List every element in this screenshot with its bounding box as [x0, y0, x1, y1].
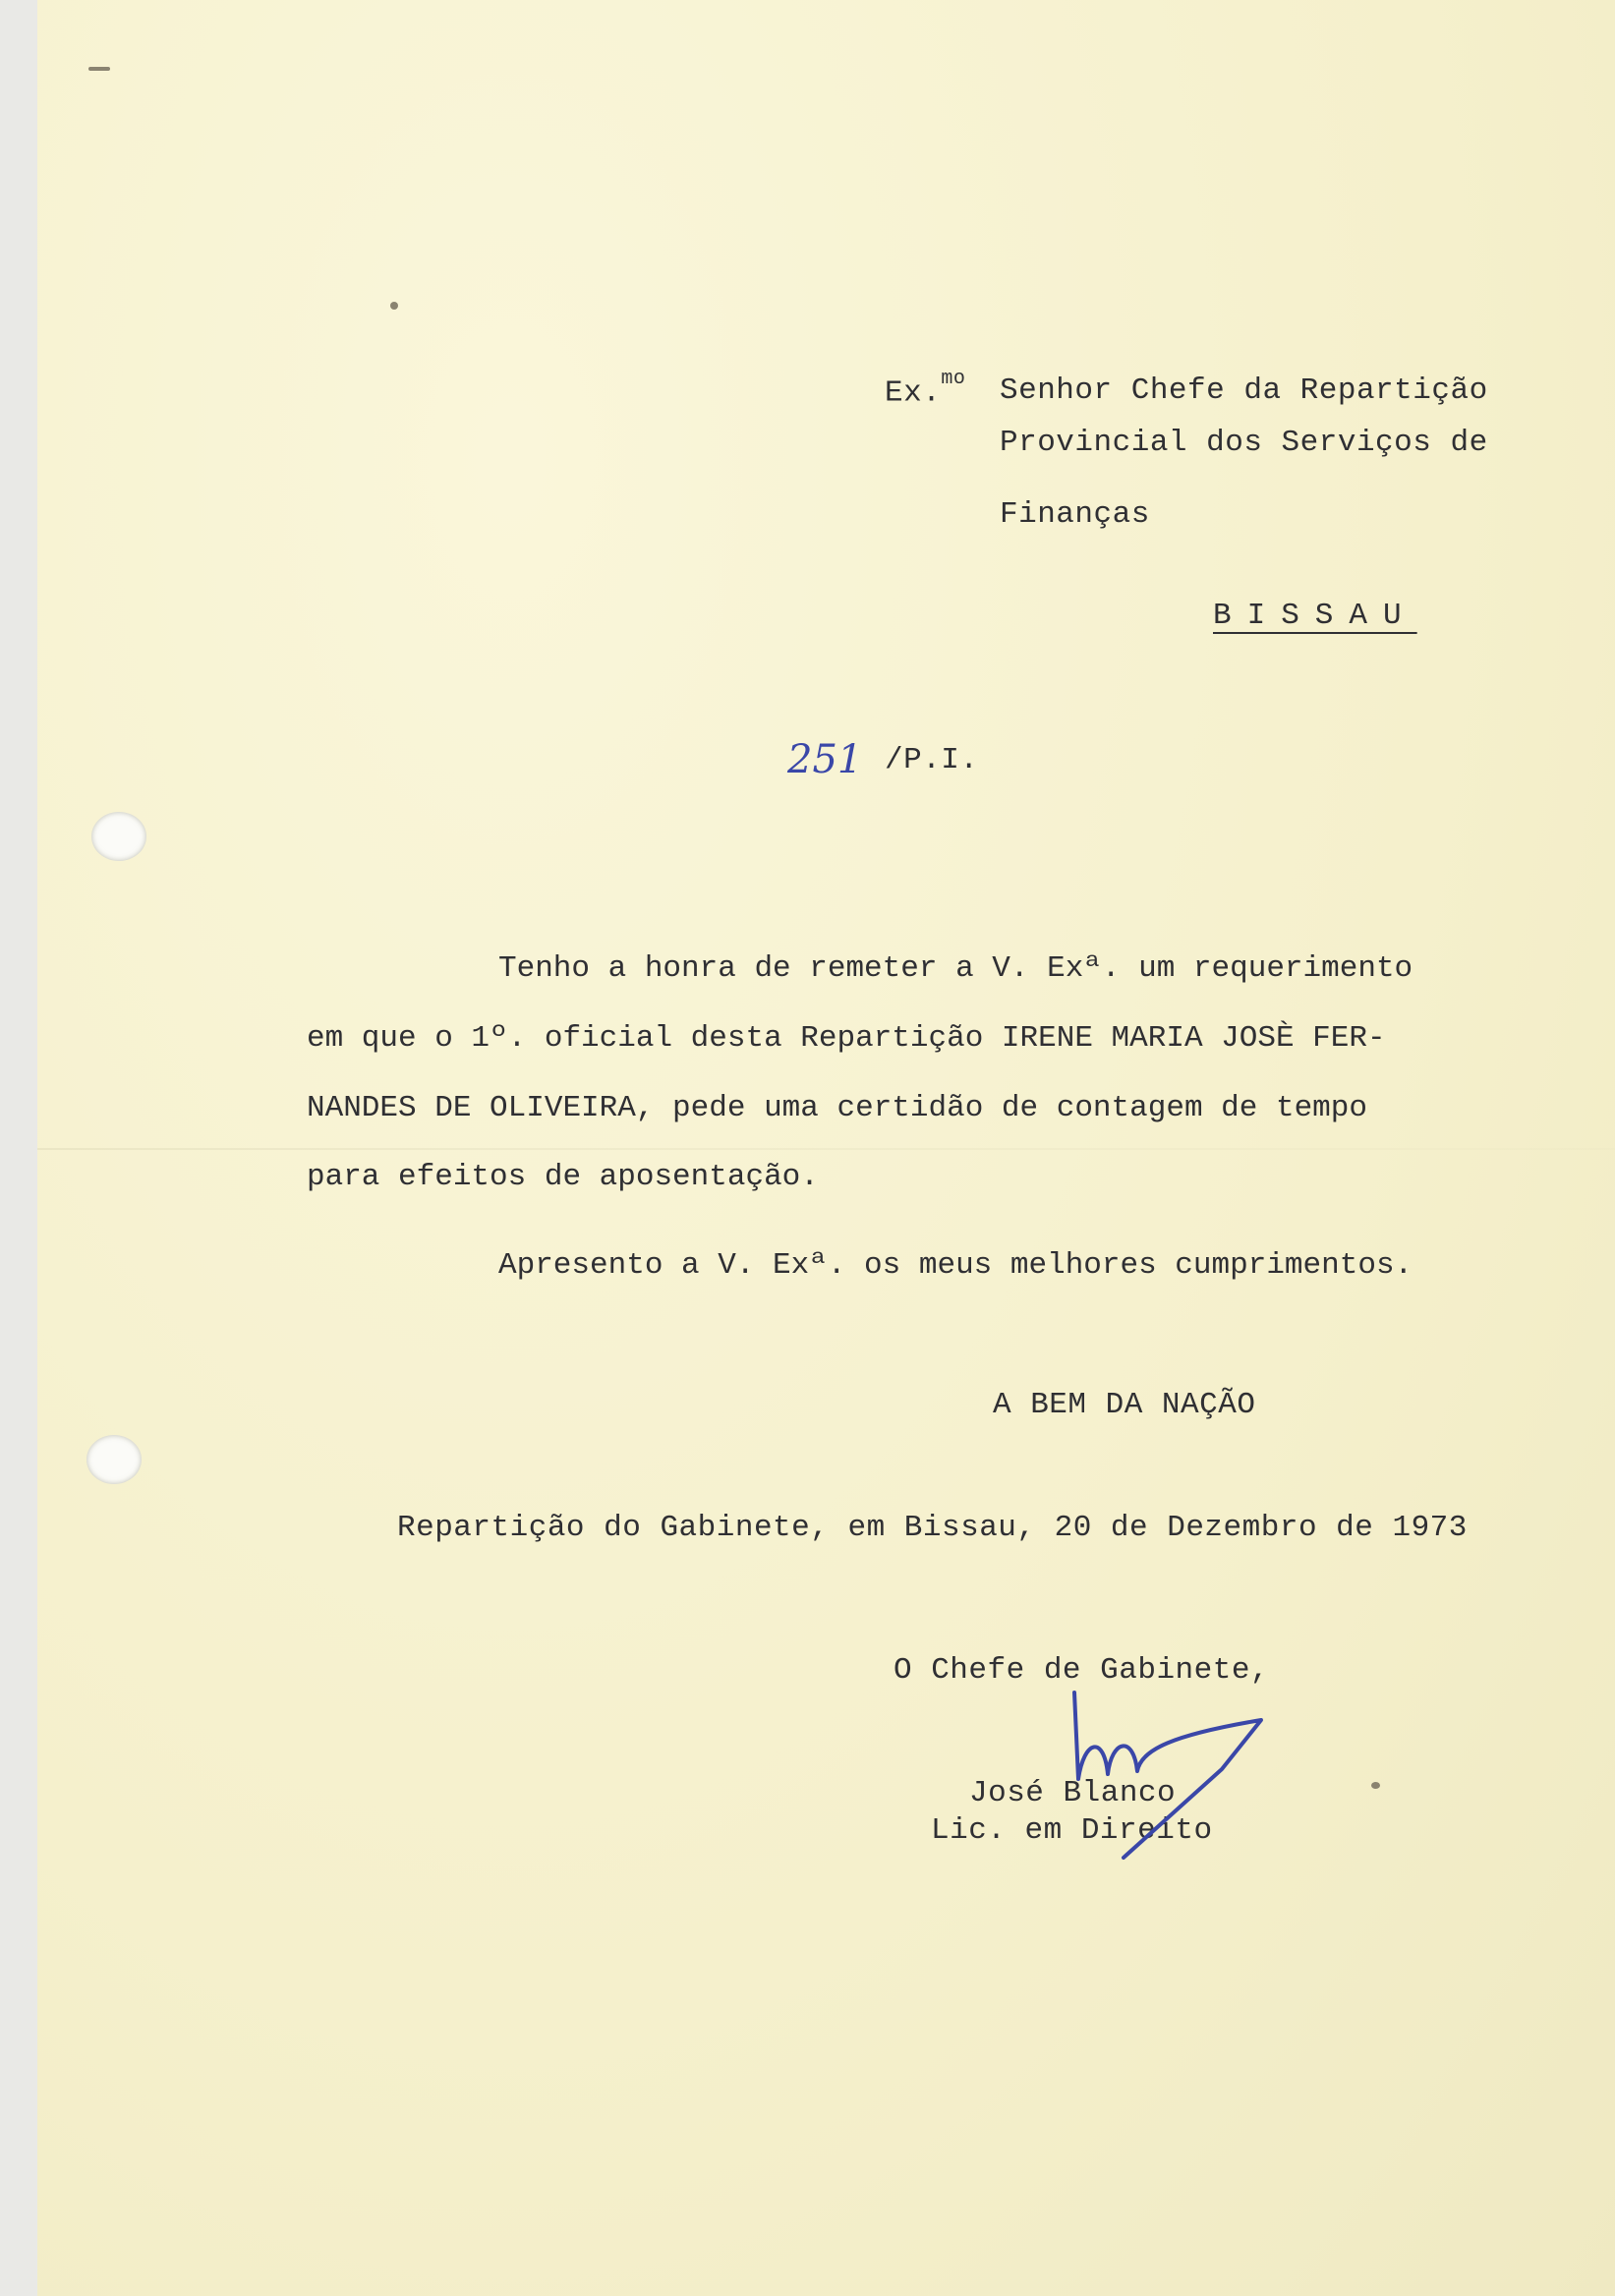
body-paragraph-2: Apresento a V. Exª. os meus melhores cumprimentos. [498, 1248, 1413, 1283]
punch-hole-bottom [87, 1435, 142, 1484]
recipient-line-1: Senhor Chefe da Repartição [1000, 373, 1488, 408]
recipient-line-3: Finanças [1000, 497, 1150, 532]
punch-hole-top [91, 812, 146, 861]
paper-speck [390, 302, 398, 310]
place-date: Repartição do Gabinete, em Bissau, 20 de Dezembro de 1973 [397, 1511, 1468, 1545]
paper-fold [37, 1148, 1615, 1150]
reference-suffix: /P.I. [885, 743, 979, 777]
body-line: Tenho a honra de remeter a V. Exª. um requerimento [498, 951, 1413, 986]
motto: A BEM DA NAÇÃO [993, 1388, 1256, 1422]
salutation: Ex.$^{mo}$ [885, 368, 966, 411]
recipient-line-2: Provincial dos Serviços de [1000, 426, 1488, 460]
recipient-city: BISSAU [1213, 599, 1417, 633]
letter-page [37, 0, 1615, 2296]
handwritten-signature [1065, 1681, 1281, 1867]
body-line: para efeitos de aposentação. [307, 1160, 819, 1194]
body-line: NANDES DE OLIVEIRA, pede uma certidão de contagem de tempo [307, 1091, 1367, 1125]
paper-speck [1371, 1782, 1380, 1789]
reference-number: 251 [787, 737, 863, 782]
signatory-degree: Lic. em Direito [931, 1813, 1213, 1848]
signatory-name: José Blanco [969, 1776, 1177, 1810]
body-line: em que o 1º. oficial desta Repartição IRENE MARIA JOSÈ FER- [307, 1021, 1386, 1056]
signatory-title: O Chefe de Gabinete, [894, 1653, 1270, 1688]
paper-mark [88, 67, 110, 71]
